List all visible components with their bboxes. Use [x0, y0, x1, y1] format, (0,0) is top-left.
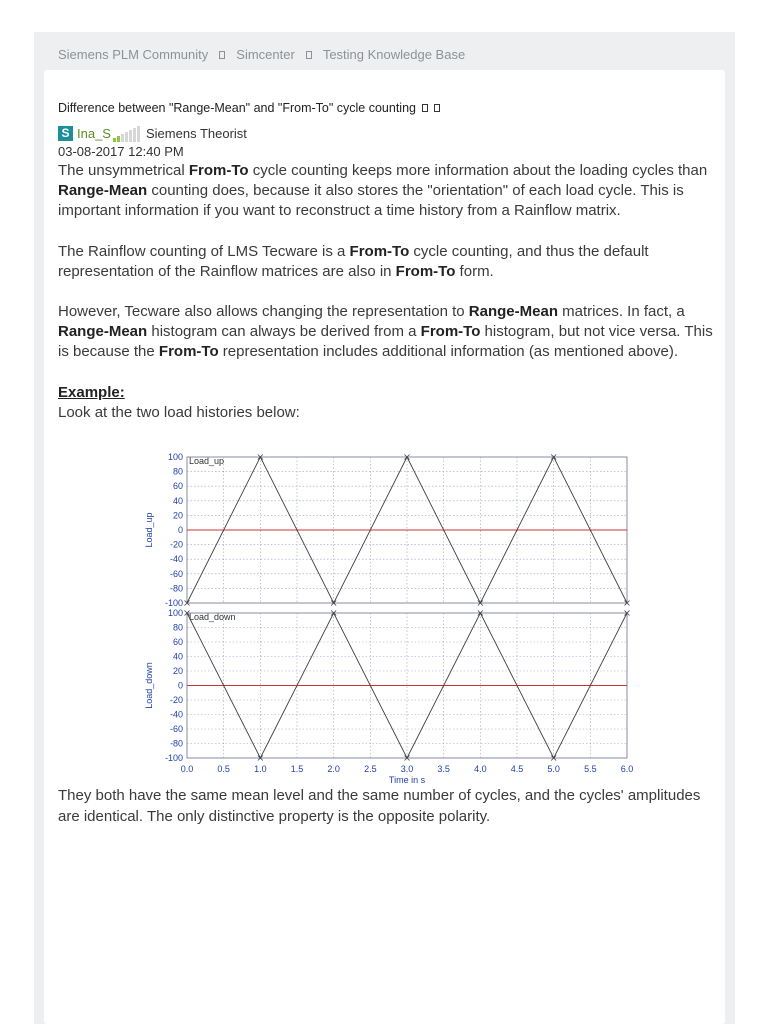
bold-term: Range-Mean — [58, 323, 148, 341]
chart-title: Load_down — [189, 612, 236, 622]
breadcrumb-item-simcenter[interactable]: Simcenter — [236, 47, 295, 62]
rank-bar — [113, 138, 116, 142]
after-chart-text: They both have the same mean level and the same number of cycles, and the cycles' amplitudes are identical. The only distinctive property is the opposite polarity. — [58, 787, 701, 825]
text: However, Tecware also allows changing the representation to — [58, 303, 469, 321]
text: cycle counting, and thus the default representation of the Rainflow matrices are also in — [58, 242, 649, 280]
x-tick-label: 1.0 — [254, 764, 267, 774]
x-tick-label: 2.0 — [327, 764, 340, 774]
y-tick-label: 0 — [177, 525, 183, 535]
y-tick-label: -40 — [169, 554, 183, 565]
y-tick-label: 80 — [172, 466, 183, 477]
example-heading: Example: — [58, 383, 125, 401]
x-tick-label: 5.5 — [584, 764, 597, 774]
breadcrumb-item-community[interactable]: Siemens PLM Community — [58, 47, 209, 62]
x-tick-label: 6.0 — [620, 764, 634, 774]
load-history-chart — [140, 446, 636, 788]
y-tick-label: -20 — [169, 539, 183, 550]
y-tick-label: -100 — [164, 753, 183, 763]
rank-bar — [129, 130, 132, 142]
y-tick-label: 100 — [167, 452, 183, 462]
y-tick-label: -60 — [169, 724, 183, 734]
post-options-icon[interactable] — [434, 104, 440, 112]
text: cycle counting keeps more information about the loading cycles than — [248, 162, 708, 179]
x-axis-label: Time in s — [388, 775, 426, 785]
x-tick-label: 0.0 — [180, 764, 194, 774]
chart-svg — [140, 446, 636, 788]
y-tick-label: 40 — [172, 651, 183, 662]
x-tick-label: 3.0 — [400, 764, 414, 774]
author-rank: Siemens Theorist — [145, 125, 247, 141]
paragraph-1 — [58, 161, 718, 222]
x-tick-label: 3.5 — [437, 764, 450, 774]
bold-term: From-To — [420, 323, 481, 341]
y-tick-label: 60 — [172, 637, 183, 647]
rank-signal-icon — [113, 126, 141, 142]
bold-term: From-To — [349, 242, 410, 260]
breadcrumb-separator-icon — [306, 51, 312, 59]
post-date: 03-08-2017 12:40 PM — [58, 144, 184, 159]
example-intro: Look at the two load histories below: — [58, 403, 300, 421]
avatar[interactable]: S — [58, 126, 73, 141]
x-tick-label: 4.0 — [474, 764, 487, 774]
y-tick-label: 40 — [172, 495, 183, 506]
bold-term: From-To — [395, 262, 456, 280]
y-tick-label: 20 — [172, 510, 183, 521]
x-tick-label: 2.5 — [364, 764, 377, 774]
text: form. — [455, 262, 494, 280]
rank-bar — [137, 126, 140, 142]
text: matrices. In fact, a — [557, 303, 685, 321]
post-body — [58, 161, 718, 423]
bold-term: From-To — [158, 343, 219, 361]
rank-bar — [121, 134, 124, 142]
breadcrumb-separator-icon — [219, 51, 225, 59]
x-tick-label: 1.5 — [290, 764, 304, 774]
y-tick-label: -100 — [164, 598, 183, 608]
text: histogram can always be derived from a — [147, 323, 421, 341]
author-row — [58, 125, 247, 141]
post-title — [58, 101, 440, 115]
y-tick-label: 20 — [172, 666, 183, 676]
y-tick-label: 0 — [177, 680, 183, 691]
post-menu-icon[interactable] — [422, 104, 428, 112]
chart-title: Load_up — [189, 456, 225, 466]
post-title-text: Difference between "Range-Mean" and "From-To" cycle counting — [58, 101, 416, 115]
rank-bar — [117, 136, 120, 142]
y-tick-label: -80 — [169, 583, 183, 594]
y-axis-label: Load_up — [144, 512, 154, 548]
y-tick-label: 60 — [172, 481, 183, 492]
bold-term: Range-Mean — [58, 182, 148, 200]
text: counting does, because it also stores the "orientation" of each load cycle. This is important information if you want to reconstruct a time history from a Rainflow matrix. — [58, 182, 684, 220]
y-tick-label: -20 — [169, 695, 183, 705]
x-tick-label: 0.5 — [217, 764, 230, 774]
author-name-link[interactable]: Ina_S — [77, 125, 111, 141]
y-tick-label: -40 — [169, 709, 183, 720]
rank-bar — [133, 128, 136, 142]
text: The unsymmetrical — [58, 162, 189, 179]
bold-term: Range-Mean — [468, 303, 558, 321]
breadcrumb — [58, 47, 465, 62]
x-tick-label: 4.5 — [510, 764, 524, 774]
y-tick-label: 80 — [172, 622, 183, 633]
paragraph-2 — [58, 242, 718, 282]
text: representation includes additional information (as mentioned above). — [218, 343, 679, 361]
y-tick-label: -80 — [169, 738, 183, 749]
y-tick-label: 100 — [167, 608, 183, 618]
x-tick-label: 5.0 — [547, 764, 560, 774]
paragraph-3 — [58, 302, 718, 363]
breadcrumb-item-testing-kb[interactable]: Testing Knowledge Base — [322, 47, 466, 62]
text: The Rainflow counting of LMS Tecware is a — [58, 242, 350, 260]
rank-bar — [125, 132, 128, 142]
y-tick-label: -60 — [169, 568, 183, 579]
text: histogram, but not vice versa. This is because the — [58, 323, 713, 361]
bold-term: From-To — [188, 162, 249, 179]
y-axis-label: Load_down — [144, 662, 154, 709]
